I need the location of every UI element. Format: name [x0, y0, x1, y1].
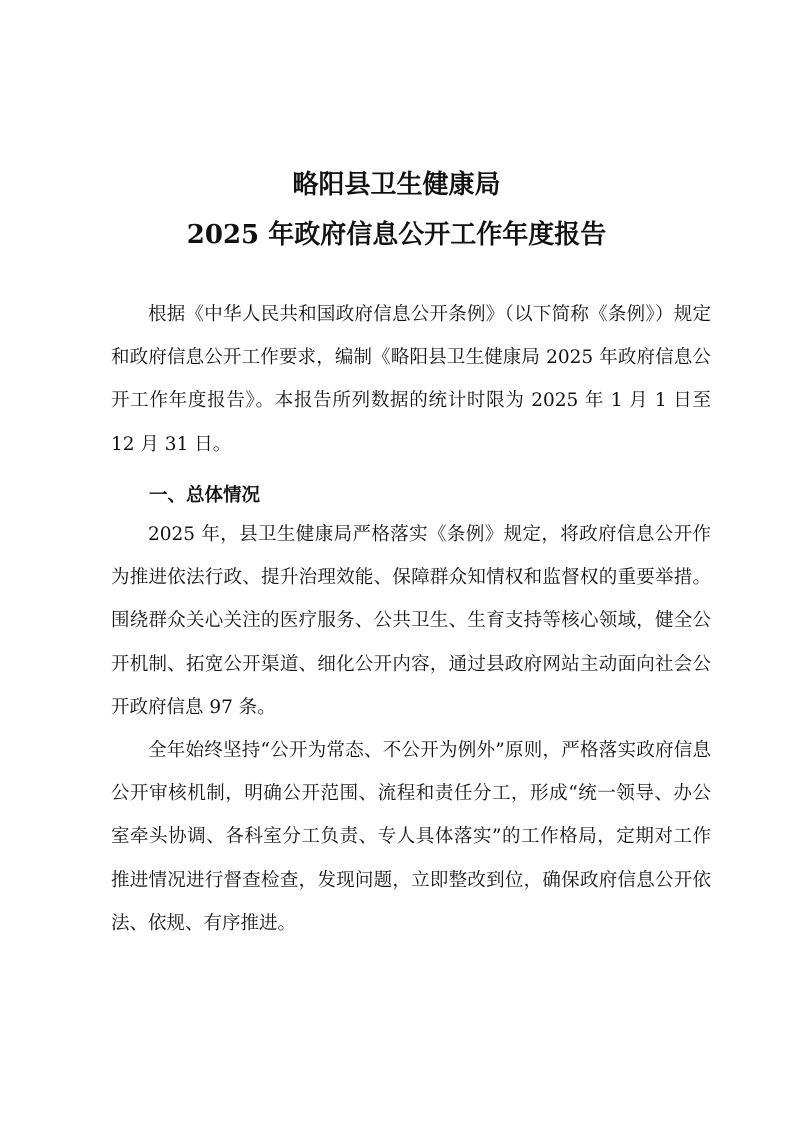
section1-paragraph-2: 全年始终坚持“公开为常态、不公开为例外”原则，严格落实政府信息公开审核机制，明确公开范围、流程和责任分工，形成“统一领导、办公室牵头协调、各科室分工负责、专人具体落实”的工作格局，定期对工作推进情况进行督查检查，发现问题，立即整改到位，确保政府信息公开依法、依规、有序推进。 — [111, 740, 711, 934]
section-heading-overview: 一、总体情况 — [149, 485, 261, 506]
intro-paragraph: 根据《中华人民共和国政府信息公开条例》（以下简称《条例》）规定和政府信息公开工作要求，编制《略阳县卫生健康局 2025 年政府信息公开工作年度报告》。本报告所列数据的统计时限为 2025 年 1 月 1 日至 12 月 31 日。 — [111, 304, 711, 455]
document-title-line2: 2025 年政府信息公开工作年度报告 — [186, 220, 607, 250]
section1-paragraph-1: 2025 年，县卫生健康局严格落实《条例》规定，将政府信息公开作为推进依法行政、提升治理效能、保障群众知情权和监督权的重要举措。围绕群众关心关注的医疗服务、公共卫生、生育支持等核心领域，健全公开机制、拓宽公开渠道、细化公开内容，通过县政府网站主动面向社会公开政府信息 97 条。 — [111, 524, 711, 718]
document-title-line1: 略阳县卫生健康局 — [292, 170, 501, 200]
